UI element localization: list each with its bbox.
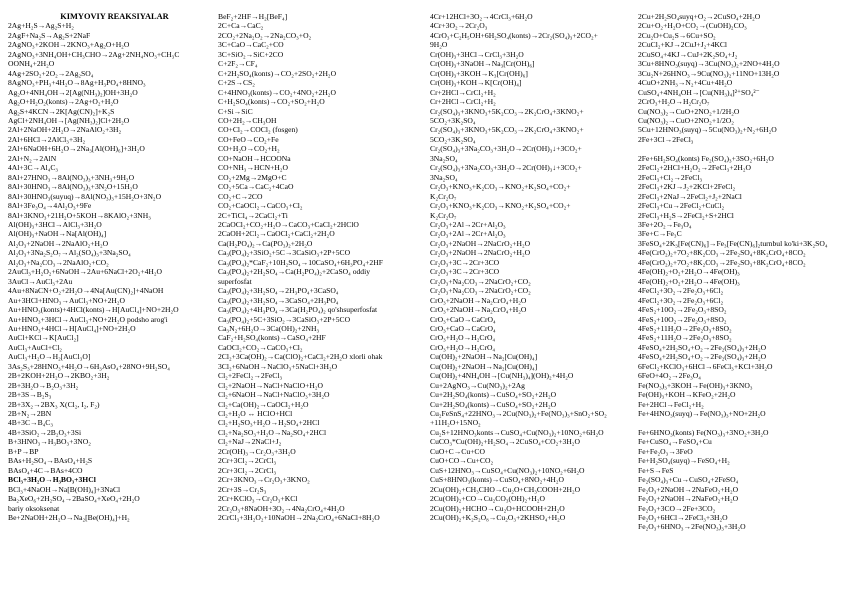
reaction-line: 2CaOCl₂+CO₂+H₂O→CaCO₃+CaCl₂+2HClO [218, 219, 359, 229]
reaction-line: 4Fe(CrO₂)₂+7O₂+8K₂CO₃→2Fe₂SO₃+8K₂CrO₄+8CO₂ [638, 257, 806, 267]
reaction-line: B+P→BP [8, 446, 39, 456]
reaction-line: 2FeCl₃+H₂S→2FeCl₂+S+2HCl [638, 210, 734, 220]
reaction-line: Cr₂O₃+KNO₃+K₂CO₃→KNO₂+K₂SO₄+CO₂+ [430, 201, 571, 211]
reaction-line: C+4HNO₃(konts)→CO₂+4NO₂+2H₂O [218, 87, 336, 97]
reaction-line: 2B+3S→B₂S₃ [8, 390, 52, 400]
reaction-line: 6FeCl₂+KClO₃+6HCl→6FeCl₃+KCl+3H₂O [638, 361, 773, 371]
reaction-line: 2AgNO₃+3NH₄OH+CH₃CHO→2Ag+2NH₄NO₃+CH₃C [8, 49, 180, 59]
reaction-line: 2B+3X₂→2BX₃ X(Cl₂, I₂, F₂) [8, 399, 100, 409]
reaction-line: 2Al+N₂→2AlN [8, 153, 57, 163]
reaction-line: 2CrCl₃+3H₂O₂+10NaOH→2Na₂CrO₄+6NaCl+8H₂O [218, 513, 380, 523]
reaction-line: CO₂+CaOCl₂→CaCO₃+Cl₂ [218, 201, 303, 211]
reaction-line: 3C+CaO→CaC₂+CO [218, 40, 284, 50]
reaction-line: 4Fe(OH)₂+O₂+2H₂O→4Fe(OH)₃ [638, 267, 740, 277]
reaction-line: K₂Cr₂O₇ [430, 191, 457, 201]
reaction-line: Cr₂(SO₄)₃+3KNO₃+5K₂CO₃→2K₂CrO₄+3KNO₂+ [430, 125, 584, 135]
reaction-line: 4B+3C→B₄C₃ [8, 418, 54, 428]
reaction-line: 2B+2KOH+2H₂O→2KBO₂+3H₂ [8, 371, 110, 381]
reaction-line: Cr₂O₃+2Al→2Cr+Al₂O₃ [430, 229, 506, 239]
reaction-line: 2Fe+3Cl→2FeCl₃ [638, 134, 694, 144]
reaction-line: Ca₃(PO₄)₂*CaF₂+10H₂SO₄→10CaSO₄+6H₃PO₄+2HF [218, 257, 383, 267]
reaction-line: AuCl+KCl→K[AuCl₂] [8, 333, 79, 343]
reaction-line: 4CrO₃+C₂H₅OH+6H₂SO₄(konts)→2Cr₂(SO₄)₃+2CO₂+ [430, 30, 598, 40]
reaction-line: 2FeCl₃+2NaJ→2FeCl₂+J₂+2NaCl [638, 191, 742, 201]
reaction-line: Cl₂+Na₂SO₃+H₂O→Na₂SO₄+2HCl [218, 427, 327, 437]
reaction-line: Cl₂+2FeCl₂→2FeCl₃ [218, 371, 283, 381]
reaction-line: 2FeCl₂+2HCl+H₂O₂→2FeCl₃+2H₂O [638, 163, 751, 173]
reaction-line: Au+3HCl+HNO₃→AuCl₃+NO+2H₂O [8, 295, 126, 305]
reaction-line: Ca₃N₂+6H₂O→3Ca(OH)₂+2NH₃ [218, 323, 320, 333]
reaction-line: Al(OH)₃+NaOH→Na[Al(OH)₄] [8, 229, 107, 239]
reaction-line: BCl₃+3H₂O→H₃BO₃+3HCl [8, 475, 96, 485]
reaction-line: 8AgNO₃+PH₃+4H₂O→8Ag+H₃PO₄+8HNO₃ [8, 78, 146, 88]
reaction-line: Cr₂O₃+Na₂CO₃→2NaCrO₂+CO₂ [430, 286, 531, 296]
reaction-line: CuSO₄+4NH₄OH→[Cu(NH₃)₄]²⁺SO₄²⁻ [638, 87, 760, 97]
reaction-line: CO₂+C→2CO [218, 191, 263, 201]
reaction-line: 4Cr+12HCl+3O₂→4CrCl₃+6H₂O [430, 12, 533, 21]
reaction-line: 2Cr+KClO₃→Cr₂O₃+KCl [218, 494, 298, 504]
reaction-line: AuCl₃+AuCl+Cl₂ [8, 342, 62, 352]
reaction-line: 4B+3SiO₂→2B₂O₃+3Si [8, 427, 82, 437]
reaction-line: OONH₄+2H₂O [8, 59, 55, 69]
reaction-line: Au+HNO₃+4HCl→H[AuCl₄]+NO+2H₂O [8, 323, 136, 333]
reaction-line: Cr₂O₃+3C→2Cr+3CO [430, 267, 500, 277]
reaction-line: Cr₂O₃+2NaOH→2NaCrO₂+H₂O [430, 238, 531, 248]
column-3 [430, 12, 633, 594]
reaction-line: 2CrO₃+H₂O→H₂Cr₂O₇ [638, 97, 710, 107]
reaction-line: Cr₂O₃+Na₂CO₃→2NaCrO₂+CO₂ [430, 276, 531, 286]
reaction-line: 3Na₂SO₄ [430, 153, 458, 163]
reaction-line: Cu(NO₃)₂→CuO+2NO₂+1/2H₂O [638, 106, 740, 116]
reaction-line: Fe₂O₃+6HCl→2FeCl₃+3H₂O [638, 513, 728, 523]
reaction-line: 4FeS₂+10O₂→2Fe₂O₃+8SO₂ [638, 314, 727, 324]
reaction-line: 2C+TiCl₄→2CaCl₂+Ti [218, 210, 288, 220]
reaction-line: CO+Cl₂→COCl₂ (fosgen) [218, 125, 298, 135]
reaction-line: Fe₂O₃+2NaOH→2NaFeO₂+H₂O [638, 484, 739, 494]
reaction-line: CrO₃+2NaOH→Na₂CrO₄+H₂O [430, 305, 527, 315]
reaction-line: CO₂+5Ca→CaC₂+4CaO [218, 182, 294, 192]
reaction-line: Fe+4HNO₃(suyq)→Fe(NO₃)₃+NO+2H₂O [638, 409, 766, 419]
reaction-line: 2Ag+H₂S→Ag₂S+H₂ [8, 21, 74, 31]
reaction-line: Ag₂O+4NH₄OH→2[Ag(NH₃)₂]OH+3H₂O [8, 87, 138, 97]
reaction-line: CaOCl₂+CO₂→CaCO₃+Cl₂ [218, 342, 303, 352]
reaction-line: 3Cl₂+6NaOH→NaClO₃+5NaCl+3H₂O [218, 361, 338, 371]
reaction-line: Fe₂(SO₄)₃+Cu→CuSO₄+2FeSO₄ [638, 475, 739, 485]
reaction-line: Ca₃(PO₄)₂+3H₂SO₄→3CaSO₄+2H₃PO₄ [218, 295, 339, 305]
reaction-line: Cl₂+NaJ→2NaCl+J₂ [218, 437, 282, 447]
reaction-line: 3Fe+C→Fe₃C [638, 229, 682, 239]
reaction-line: 2Cr+3Cl₂→2CrCl₃ [218, 465, 277, 475]
reaction-line: 2FeCl₃+2KJ→J₂+2KCl+2FeCl₂ [638, 182, 736, 192]
reaction-line: 2Cr(OH)₃→Cr₂O₃+3H₂O [218, 446, 296, 456]
reaction-line: Fe+6HNO₃(konts) Fe(NO₃)₃+3NO₂+3H₂O [638, 427, 769, 437]
reaction-line: 2Al+2NaOH+2H₂O→2NaAlO₂+3H₂ [8, 125, 122, 135]
reaction-line: +11H₂O+15NO₂ [430, 418, 481, 428]
reaction-line: 8Al+30HNO₃→8Al(NO₃)₃+3N₂O+15H₂O [8, 182, 138, 192]
reaction-line: 4Au+8NaCN+O₂+2H₂O→4Na[Au(CN)₂]+4NaOH [8, 286, 164, 296]
reaction-line [638, 144, 840, 153]
reaction-line: 2B+N₂→2BN [8, 409, 52, 419]
reaction-line: 8Al+3Fe₃O₄→4Al₂O₃+9Fe [8, 201, 92, 211]
reaction-line: 2Cr₂O₃+8NaOH+3O₂→4Na₂CrO₄+4H₂O [218, 503, 345, 513]
reaction-line: CrO₃+CaO→CaCrO₄ [430, 314, 496, 324]
reaction-line: Fe₂O₃+3CO→2Fe+3CO₂ [638, 503, 716, 513]
reaction-line: 3As₂S₃+28HNO₃+4H₂O→6H₃AsO₄+28NO+9H₂SO₄ [8, 361, 170, 371]
reaction-line: Cr(OH)₃+KOH→K[Cr(OH)₄] [430, 78, 522, 88]
column-1 [8, 12, 211, 594]
reaction-line: 4FeS₂+11H₂O→2Fe₂O₃+8SO₂ [638, 333, 732, 343]
reaction-line: 2Cu₂O+Cu₂S→6Cu+SO₂ [638, 30, 716, 40]
reaction-line: Cr₂(SO₄)₃+3Na₂CO₃+3H₂O→2Cr(OH)₃↓+3CO₂+ [430, 163, 582, 173]
reaction-line: 4FeCl₂+3O₂→2Fe₂O₃+6Cl₂ [638, 286, 724, 296]
reaction-line: Cl₂+H₂O ↔ HClO+HCl [218, 409, 293, 419]
reaction-line: 2Fe+6H₂SO₄(konts) Fe₂(SO₄)₃+3SO₂+6H₂O [638, 153, 774, 163]
reaction-line: Cl₂+H₂SO₃+H₂O→H₂SO₄+2HCl [218, 418, 320, 428]
reaction-line: Cu(NO₃)₂→CuO+2NO₂+1/2O₂ [638, 115, 734, 125]
reaction-line: 2Cr+3Cl₂→2CrCl₃ [218, 456, 277, 466]
reaction-line: CO+NH₃→HCN+H₂O [218, 163, 288, 173]
reaction-line: Fe₂O₃+2NaOH→2NaFeO₂+H₂O [638, 494, 739, 504]
reaction-line: Au+HNO₃(konts)+4HCl(konts)→H[AuCl₄]+NO+2H₂O [8, 305, 179, 315]
reaction-line: Cu(OH)₂+2NaOH→Na₂[Cu(OH)₄] [430, 361, 538, 371]
reaction-line: CO+FeO→CO₂+Fe [218, 134, 279, 144]
reaction-line: 2Cu+2H₂SO₄suyq+O₂→2CuSO₄+2H₂O [638, 12, 761, 21]
reaction-line: CO+H₂O→CO₂+H₂ [218, 144, 280, 154]
reaction-line: Cl₂+2NaOH→NaCl+NaClO+H₂O [218, 380, 324, 390]
reaction-line: Cr₂O₃+2NaOH→2NaCrO₂+H₂O [430, 248, 531, 258]
reaction-line: Cr₂O₃+3C→2Cr+3CO [430, 257, 500, 267]
reaction-line: 4CuO+2NH₃→N₂+4Cu+4H₂O [638, 78, 733, 88]
reaction-line: Ca₃(PO₄)₂+2H₂SO₄→Ca(H₂PO₄)₂+2CaSO₄ oddiy [218, 267, 370, 277]
reaction-line: 2Cr+3S→Cr₂S₃ [218, 484, 267, 494]
reaction-line: Be+2NaOH+2H₂O→Na₂[Be(OH)₄]+H₂ [8, 513, 130, 523]
reaction-line: 5CO₂+3K₂SO₄ [430, 115, 476, 125]
reaction-line: 5CO₂+3K₂SO₄ [430, 134, 476, 144]
reaction-line: 4FeSO₄+2H₂SO₄+O₂→2Fe₂(SO₄)₃+2H₂O [638, 342, 767, 352]
reaction-line: Fe+H₂SO₄(suyq)→FeSO₄+H₂ [638, 456, 730, 466]
reaction-line [638, 418, 840, 427]
reaction-line: 3Na₂SO₄ [430, 172, 458, 182]
reaction-line: CO+2H₂→CH₃OH [218, 115, 277, 125]
reaction-line: Al₂O₃+2NaOH→2NaAlO₂+H₂O [8, 238, 109, 248]
reaction-line: AuCl₃+H₂O→H₂[AuCl₃O] [8, 352, 91, 362]
reaction-line: superfosfat [218, 276, 252, 286]
reaction-line: 2Cu(OH)₂+HCHO→Cu₂O+HCOOH+2H₂O [430, 503, 565, 513]
page-title: KIMYOVIY REAKSIYALAR [60, 12, 169, 21]
reaction-line: 2Cr+3KNO₃→Cr₂O₃+3KNO₂ [218, 475, 310, 485]
reaction-line: 2Cu(OH)₂+CO→Cu₂CO₃(OH)₂+H₂O [430, 494, 546, 504]
reaction-line: Au+HNO₃+3HCl→AuCl₃+NO+2H₂O podsho arog'i [8, 314, 168, 324]
reaction-line: CuO+C→Cu+CO [430, 446, 485, 456]
reaction-line: Ca₃(PO₄)₂+5C+3SiO₂→3CaSiO₃+2P+5CO [218, 314, 351, 324]
reaction-line: Cu+2AgNO₃→Cu(NO₃)₂+2Ag [430, 380, 525, 390]
reaction-line: BeF₂+2HF→H₂[BeF₄] [218, 12, 288, 21]
reaction-line: 2Cu(OH)₂+CH₃CHO→Cu₂O+CH₃COOH+2H₂O [430, 484, 581, 494]
reaction-line: Al₂O₃+Na₂CO₃→2NaAlO₂+CO₂ [8, 257, 109, 267]
reaction-line: CrO₃+H₂O→H₂CrO₄ [430, 342, 496, 352]
reaction-line: CaF₂+H₂SO₄(konts)→CaSO₄+2HF [218, 333, 326, 343]
reaction-line: C+2S→CS₂ [218, 78, 255, 88]
reaction-line: Fe(NO₃)₃+3KOH→Fe(OH)₃+3KNO₃ [638, 380, 753, 390]
reaction-line: B+3HNO₃→H₃BO₃+3NO₂ [8, 437, 91, 447]
reaction-line: Cl₂+Ca(OH)₂→CaOCl₂+H₂O [218, 399, 309, 409]
reaction-line: Ca(H₂PO₄)₂→Ca(PO₃)₂+2H₂O [218, 238, 313, 248]
reaction-line: 3C+SiO₂→SiC+2CO [218, 49, 284, 59]
reaction-line: 4FeS₂+11H₂O→2Fe₂O₃+8SO₂ [638, 323, 732, 333]
reaction-line: 2AgF+Na₂S→Ag₂S+2NaF [8, 30, 91, 40]
reaction-line: Fe+CuSO₄→FeSO₄+Cu [638, 437, 712, 447]
reaction-line: 8Al+30HNO₃(suyuq)→8Al(NO₃)₃+15H₂O+3N₂O [8, 191, 162, 201]
reaction-line: 2CO₂+2Na₂O₂→2Na₂CO₃+O₂ [218, 30, 312, 40]
reaction-line: 9H₂O [430, 40, 448, 50]
reaction-line: CrO₃+2NaOH→Na₂CrO₄+H₂O [430, 295, 527, 305]
reaction-line: Ca₃(PO₄)₂+3H₂SO₄→2H₃PO₄+3CaSO₄ [218, 286, 339, 296]
reaction-line: 3Fe+2O₂→Fe₃O₄ [638, 219, 692, 229]
reaction-line: 2FeCl₃+Cl₂→2FeCl₃ [638, 172, 703, 182]
reaction-line: Cu₂FeSnS₄+22HNO₃→2Cu(NO₃)₂+Fe(NO₃)₃+SnO₂+SO₂ [430, 409, 607, 419]
reaction-line: 2Cl₂+3Ca(OH)₂→Ca(ClO)₂+CaCl₂+2H₂O xlorli ohak [218, 352, 383, 362]
reaction-line: 4FeSO₄+2H₂SO₄+O₂→2Fe₂(SO₄)₃+2H₂O [638, 352, 767, 362]
reaction-line: AgCl+2NH₄OH→[Ag(NH₃)₂]Cl+2H₂O [8, 115, 130, 125]
reaction-line: Al₂O₃+3Na₂S₂O₇→Al₂(SO₄)₃+3Na₂SO₄ [8, 248, 131, 258]
reaction-line: BAs+H₂SO₄→BAsO₄+H₂S [8, 456, 93, 466]
reaction-line: CrO₃+H₂O→H₂CrO₄ [430, 333, 496, 343]
reaction-line: 8Al+27HNO₃→8Al(NO₃)₃+3NH₃+9H₂O [8, 172, 135, 182]
reaction-line: 2CaOH+2Cl₂→CaOCl₂+CaCl₂+2H₂O [218, 229, 335, 239]
reaction-line: Fe(OH)₃+KOH→KFeO₂+2H₂O [638, 390, 736, 400]
reaction-line: 4Fe(OH)₂+O₂+2H₂O→4Fe(OH)₃ [638, 276, 740, 286]
reaction-line: 2FeCl₃+Cu→2FeCl₂+CuCl₂ [638, 201, 725, 211]
reaction-line: 2Cu(OH)₂+K₂S₂O₈→Cu₂O₃+2KHSO₄+H₂O [430, 513, 566, 523]
reaction-line: 4Al+3C→Al₄C₃ [8, 163, 59, 173]
reaction-line: 2Al+6NaOH+6H₂O→2Na₃[Al(OH)₆]+3H₂O [8, 144, 145, 154]
reaction-line: Cr₂(SO₄)₃+3KNO₃+5K₂CO₃→2K₂CrO₄+3KNO₂+ [430, 106, 584, 116]
reaction-line: CuCO₃*Cu(OH)₂+H₂SO₄→2CuSO₄+CO₂+3H₂O [430, 437, 580, 447]
reaction-line: CrO₃+CaO→CaCrO₄ [430, 323, 496, 333]
reaction-line: Ba₂XeO₆+2H₂SO₄→2BaSO₄+XeO₄+2H₂O [8, 494, 140, 504]
reaction-line: C+2F₂→CF₄ [218, 59, 258, 69]
reaction-line: 2C+Ca→CaC₂ [218, 21, 264, 31]
reaction-line: 2Cu+O₂+H₂O+CO₂→(CuOH)₂CO₃ [638, 21, 747, 31]
reaction-line: 6FeO+4O₂→2Fe₃O₄ [638, 371, 701, 381]
reaction-line: Fe+2HCl→FeCl₂+H₂ [638, 399, 704, 409]
reaction-line: Cr+2HCl→CrCl₂+H₂ [430, 87, 496, 97]
reaction-line: 2AuCl₃+H₂O₂+6NaOH→2Au+6NaCl+2O₂+4H₂O [8, 267, 163, 277]
reaction-line: CuS+12HNO₃→CuSO₄+Cu(NO₃)₂+10NO₂+6H₂O [430, 465, 585, 475]
reaction-line: Ag₂O+H₂O₂(konts)→2Ag+O₂+H₂O [8, 97, 119, 107]
reaction-line: 3Cu+8HNO₃(suyq)→3Cu(NO₃)₂+2NO+4H₂O [638, 59, 780, 69]
reaction-line: Cr(OH)₃+3NaOH→Na₃[Cr(OH)₆] [430, 59, 535, 69]
reaction-line: Ag₂S+4KCN→2K[Ag(CN)₂]+K₂S [8, 106, 115, 116]
reaction-line: Ca₃(PO₄)₂+4H₃PO₄→3Ca(H₂PO₄)₂ qo'shsuperfosfat [218, 305, 378, 315]
reaction-line: Fe₂O₃+6HNO₃→2Fe(NO₃)₃+3H₂O [638, 522, 746, 532]
reaction-line: 2Al+6HCl→2AlCl₃+3H₂ [8, 134, 86, 144]
reaction-line: Cu+2H₂SO₄(konts)→CuSO₄+SO₂+2H₂O [430, 399, 557, 409]
reaction-line: Fe+Fe₂O₃→3FeO [638, 446, 693, 456]
reaction-line: BCl₃+4NaOH→Na[B(OH)₄]+3NaCl [8, 484, 121, 494]
reaction-line: Cr(OH)₃+3KOH→K₃[Cr(OH)₆] [430, 68, 528, 78]
reaction-line: 5Cu+12HNO₃(suyq)→5Cu(NO₃)₂+N₂+6H₂O [638, 125, 777, 135]
reaction-line: 3FeSO₄+2K₃[Fe(CN)₆]→Fe₃[Fe(CN)₆]₂turnbul ko'ki+3K₂SO₄ [638, 238, 828, 248]
reaction-line: 4Fe(CrO₂)₂+7O₂+8K₂CO₃→2Fe₂SO₄+8K₂CrO₄+8CO₂ [638, 248, 806, 258]
reaction-line: 3AuCl→AuCl₃+2Au [8, 276, 73, 286]
column-2 [218, 12, 423, 594]
reaction-line: 4FeCl₂+3O₂→2Fe₂O₃+6Cl₂ [638, 295, 724, 305]
reaction-line: Ca₃(PO₄)₂+3SiO₂+5C→3CaSiO₃+2P+5CO [218, 248, 351, 258]
reaction-line: 4FeS₂+10O₂→2Fe₂O₃+8SO₂ [638, 305, 727, 315]
reaction-line: 8Al+3KNO₃+21H₂O+5KOH→8KAlO₂+3NH₃ [8, 210, 151, 220]
column-4 [638, 12, 840, 594]
reaction-line: Cr₂(SO₄)₃+3Na₂CO₃+3H₂O→2Cr(OH)₃↓+3CO₂+ [430, 144, 582, 154]
reaction-line: Cr₂O₃+KNO₃+K₂CO₃→KNO₂+K₂SO₄+CO₂+ [430, 182, 571, 192]
reaction-line: 2AgNO₃+2KOH→2KNO₃+Ag₂O+H₂O [8, 40, 130, 50]
reaction-line: Cu₂S+12HNO₃konts→CuSO₄+Cu(NO₃)₂+10NO₂+6H₂O [430, 427, 604, 437]
reaction-line: Cu(OH)₂+4NH₄OH→[Cu(NH₃)₄](OH)₂+4H₂O [430, 371, 574, 381]
reaction-line: Cl₂+6NaOH→NaCl+NaClO₃+3H₂O [218, 390, 330, 400]
reaction-line: K₂Cr₂O₇ [430, 210, 457, 220]
reaction-line: 3Cu₂N+26HNO₃→9Cu(NO₃)₂+11NO+13H₂O [638, 68, 780, 78]
reaction-line: 2B+3H₂O→B₂O₃+3H₂ [8, 380, 79, 390]
reaction-line: Al(OH)₃+3HCl→AlCl₃+3H₂O [8, 219, 102, 229]
reaction-line: Cr+2HCl→CrCl₂+H₂ [430, 97, 496, 107]
reaction-line: CO+NaOH→HCOONa [218, 153, 291, 163]
reaction-line: 2CuSO₄+4KJ→CuJ+2K₂SO₄+J₂ [638, 49, 738, 59]
reaction-line: BAsO₄+4C→BAs+4CO [8, 465, 83, 475]
reaction-line: Cu+2H₂SO₄(konts)→CuSO₄+SO₂+2H₂O [430, 390, 557, 400]
reaction-line: C+H₂SO₄(konts)→CO₂+SO₂+H₂O [218, 97, 325, 107]
reaction-line: CuO+CO→Cu+CO₂ [430, 456, 494, 466]
reaction-line: Cr(OH)₃+3HCl→CrCl₃+3H₂O [430, 49, 524, 59]
reaction-line: 2CuCl₂+KJ→2CuJ+J₂+4KCl [638, 40, 728, 50]
reaction-line: Cr₂O₃+2Al→2Cr+Al₂O₃ [430, 219, 506, 229]
reaction-line: Fe+S→FeS [638, 465, 674, 475]
reaction-line: 4Ag+2SO₂+2O₂→2Ag₂SO₄ [8, 68, 94, 78]
reaction-line: Cu(OH)₂+2NaOH→Na₂[Cu(OH)₄] [430, 352, 538, 362]
reaction-line: C+2H₂SO₄(konts)→CO₂+2SO₂+2H₂O [218, 68, 337, 78]
reaction-line: CuS+8HNO₃(konts)→CuSO₄+8NO₂+4H₂O [430, 475, 564, 485]
reaction-line: 4Cr+3O₂→2Cr₂O₃ [430, 21, 488, 31]
reaction-line: bariy oksoksenat [8, 503, 60, 513]
reaction-line: C+Si→SiC [218, 106, 253, 116]
reaction-line: CO₂+2Mg→2MgO+C [218, 172, 287, 182]
